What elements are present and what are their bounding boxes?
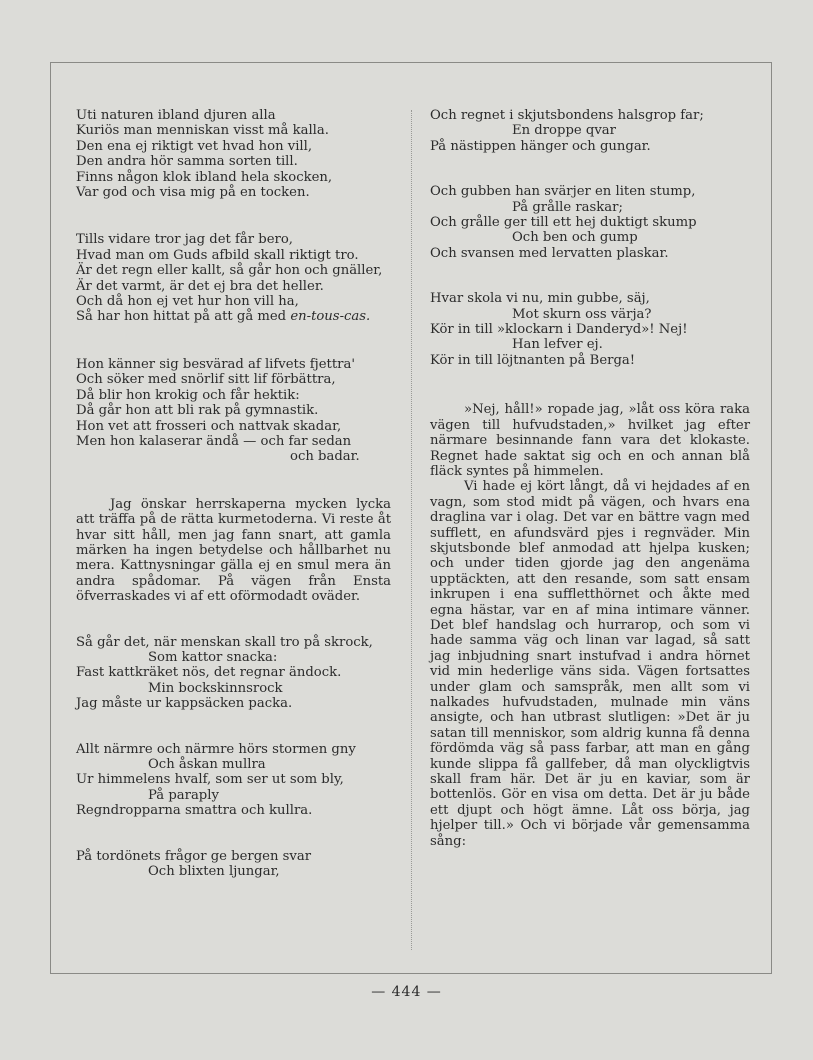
verse-line: Och gubben han svärjer en liten stump, xyxy=(430,184,696,200)
prose-paragraph: Jag önskar herrskaperna mycken lycka att träffa på de rätta kurmetoderna. Vi reste åt hvar sitt håll, men jag fann snart, att gamla märken ha ingen betydelse och hållbarhet nu mera. Kattnysningar gälla ej en smul mera än andra spådomar. På vägen från Ensta öfverraskades vi af ett oförmodadt oväder. xyxy=(76,496,391,605)
verse-line: På grålle raskar; xyxy=(512,199,623,215)
left-stanza-6 xyxy=(76,849,391,880)
verse-line: På nästippen hänger och gungar. xyxy=(430,138,651,154)
left-stanza-1 xyxy=(76,108,391,200)
verse-line: och badar. xyxy=(290,449,360,465)
right-column xyxy=(430,108,750,849)
verse-line: Jag måste ur kappsäcken packa. xyxy=(76,696,293,712)
left-column xyxy=(76,108,391,879)
verse-line: Min bockskinnsrock xyxy=(148,680,283,696)
verse-line: Hvad man om Guds afbild skall riktigt tro. xyxy=(76,247,359,263)
left-stanza-4 xyxy=(76,635,391,712)
verse-line: Mot skurn oss värja? xyxy=(512,306,652,322)
verse-line: Och ben och gump xyxy=(512,230,638,246)
verse-line: Den ena ej riktigt vet hvad hon vill, xyxy=(76,138,313,154)
left-prose xyxy=(76,497,391,605)
verse-line: Ur himmelens hvalf, som ser ut som bly, xyxy=(76,772,344,788)
verse-line: Han lefver ej. xyxy=(512,337,603,353)
verse-line: Den andra hör samma sorten till. xyxy=(76,154,298,170)
verse-line: Och söker med snörlif sitt lif förbättra, xyxy=(76,372,336,388)
verse-line xyxy=(76,309,391,324)
verse-line: Allt närmre och närmre hörs stormen gny xyxy=(76,741,356,757)
left-stanza-2 xyxy=(76,232,391,324)
verse-line: Och regnet i skjutsbondens halsgrop far; xyxy=(430,108,704,123)
verse-line: Hon vet att frosseri och nattvak skadar, xyxy=(76,418,342,434)
verse-line: Hvar skola vi nu, min gubbe, säj, xyxy=(430,291,650,307)
verse-line: På paraply xyxy=(148,787,219,803)
prose-paragraph: Vi hade ej kört långt, då vi hejdades af en vagn, som stod midt på vägen, och hvars ena draglina var i olag. Det var en bättre vagn med sufflett, en afundsvärd pjes i regnväder. Min skjutsbonde blef anmodad att hjelpa kusken; och under tiden gjorde jag den angenäma upptäckten, att den resande, som satt ensam inkrupen i ena suffletthörnet och åkte med egna hästar, var en af mina intimare vänner. Det blef handslag och hurrarop, och som vi hade samma väg och linan var lagad, så satt jag inbjudning snart instufvad i andra hörnet vid min hederlige väns sida. Vägen fortsattes under glam och samspråk, men allt som vi nalkades hufvudstaden, mulnade min väns ansigte, och han utbrast slutligen: »Det är ju satan till menniskor, som aldrig kunna få denna fördömda väg så pass farbar, att man en gång kunde slippa få gallfeber, då man olyckligtvis skall fram här. Det är ju en kaviar, som är bottenlös. Gör en visa om detta. Det är ju både ett djupt och högt ämne. Låt oss börja, jag hjelper till.» Och vi började vår gemensamma sång: xyxy=(430,479,750,849)
verse-line: Kör in till »klockarn i Danderyd»! Nej! xyxy=(430,322,688,338)
prose-paragraph: »Nej, håll!» ropade jag, »låt oss köra raka vägen till hufvudstaden,» hvilket jag efter närmare besinnande fann vara det klokaste. Regnet hade saktat sig och en och annan blå fläck syntes på himmelen. xyxy=(430,402,750,479)
left-stanza-5 xyxy=(76,742,391,819)
verse-line: Regndropparna smattra och kullra. xyxy=(76,803,313,819)
verse-line: Kuriös man menniskan visst må kalla. xyxy=(76,123,329,139)
verse-text: Så har hon hittat på att gå med xyxy=(76,309,291,325)
verse-line: Tills vidare tror jag det får bero, xyxy=(76,232,293,248)
verse-line: Så går det, när menskan skall tro på skrock, xyxy=(76,634,373,650)
verse-line: Som kattor snacka: xyxy=(148,649,278,665)
verse-line: Och blixten ljungar, xyxy=(148,864,280,880)
column-divider xyxy=(411,110,412,950)
verse-line: Men hon kalaserar ändå — och far sedan xyxy=(76,433,352,449)
verse-line: Finns någon klok ibland hela skocken, xyxy=(76,169,333,185)
verse-line: Kör in till löjtnanten på Berga! xyxy=(430,352,636,368)
verse-line: Och då hon ej vet hur hon vill ha, xyxy=(76,294,299,310)
verse-line: Hon känner sig besvärad af lifvets fjettra' xyxy=(76,356,355,372)
italic-term: en-tous-cas. xyxy=(290,309,371,325)
verse-line: Och svansen med lervatten plaskar. xyxy=(430,245,669,261)
verse-line: Var god och visa mig på en tocken. xyxy=(76,185,310,201)
right-stanza-3 xyxy=(430,291,750,368)
verse-line: Och grålle ger till ett hej duktigt skump xyxy=(430,215,697,231)
left-stanza-3 xyxy=(76,357,391,465)
right-stanza-1 xyxy=(430,108,750,154)
verse-line: Är det regn eller kallt, så går hon och gnäller, xyxy=(76,263,383,279)
verse-line: Är det varmt, är det ej bra det heller. xyxy=(76,278,324,294)
verse-line: En droppe qvar xyxy=(512,123,616,139)
page-number: — 444 — xyxy=(371,984,442,1000)
right-prose xyxy=(430,402,750,849)
verse-line: Uti naturen ibland djuren alla xyxy=(76,108,276,123)
verse-line: Och åskan mullra xyxy=(148,757,266,772)
verse-line: På tordönets frågor ge bergen svar xyxy=(76,848,312,864)
verse-line: Då går hon att bli rak på gymnastik. xyxy=(76,403,319,419)
verse-line: Då blir hon krokig och får hektik: xyxy=(76,387,300,403)
verse-line: Fast kattkräket nös, det regnar ändock. xyxy=(76,665,342,681)
right-stanza-2 xyxy=(430,184,750,261)
